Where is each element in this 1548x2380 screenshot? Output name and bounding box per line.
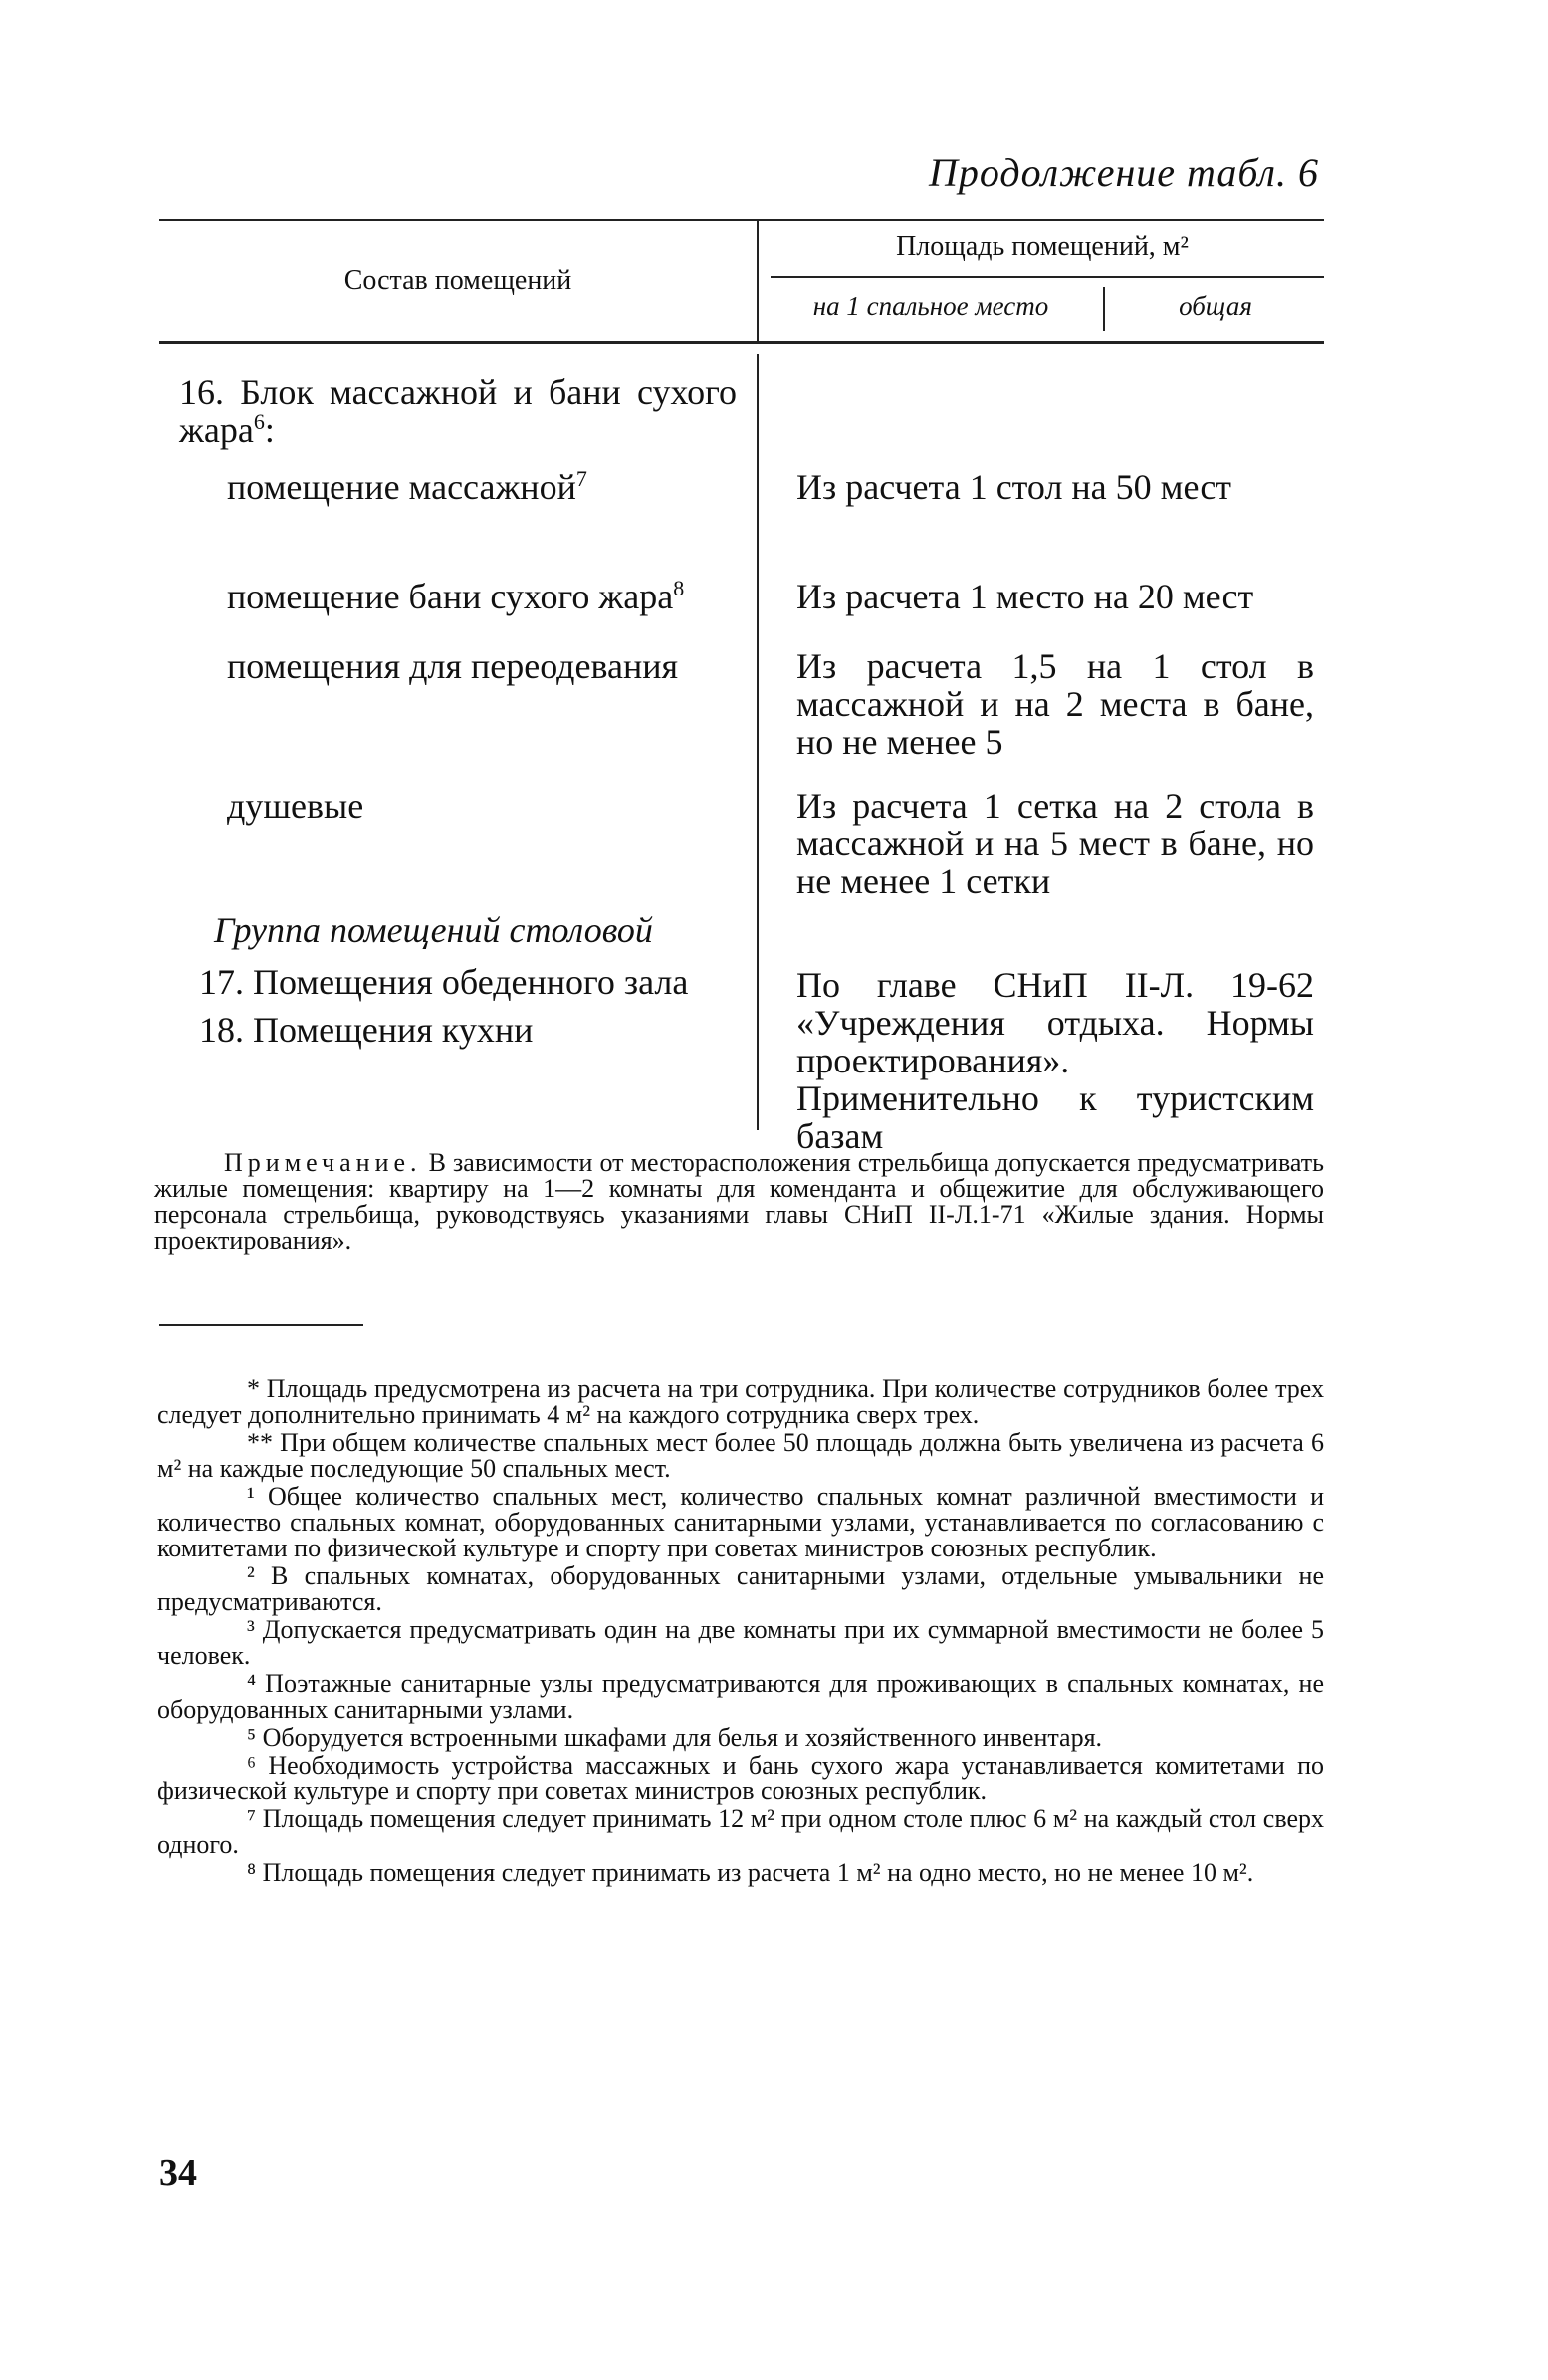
footnote-item: * Площадь предусмотрена из расчета на три сотрудника. При количестве сотрудников более трех следует дополнительно принимать 4 м² на каждого сотрудника сверх трех. — [157, 1374, 1324, 1429]
header-composition: Состав помещений — [343, 265, 572, 296]
row-showers-value: Из расчета 1 сетка на 2 стола в массажной и на 5 мест в бане, но не менее 1 сетки — [796, 786, 1314, 901]
table-body — [159, 344, 1324, 1156]
footnote-item: ⁶ Необходимость устройства массажных и бань сухого жара устанавливается комитетами по физической культуре и спорту при советах министров союзных республик. — [157, 1751, 1324, 1805]
header-per-bed: на 1 спальное место — [812, 291, 1049, 321]
footnote-item: ³ Допускается предусматривать один на две комнаты при их суммарной вместимости не более 5 человек. — [157, 1615, 1324, 1670]
footnote-item: ⁷ Площадь помещения следует принимать 12 м² при одном столе плюс 6 м² на каждый стол сверх одного. — [157, 1804, 1324, 1859]
page-number: 34 — [159, 2152, 197, 2194]
footnotes — [157, 1376, 1324, 1888]
footnote-rule — [159, 1324, 363, 1326]
table — [159, 219, 1324, 1156]
note-label: Примечание. — [224, 1148, 422, 1177]
footnote-item: ⁵ Оборудуется встроенными шкафами для белья и хозяйственного инвентаря. — [247, 1723, 1103, 1752]
row-changing-rooms: помещения для переодевания — [227, 646, 679, 686]
note-text: В зависимости от месторасположения стрельбища допускается предусматривать жилые помещения: квартиру на 1—2 комнаты для коменданта и общежитие для обслуживающего персонала стрельбища, руководствуясь указаниями главы СНиП II-Л.1-71 «Жилые здания. Нормы проектирования». — [154, 1148, 1324, 1255]
footnote-item: ⁸ Площадь помещения следует принимать из расчета 1 м² на одно место, но не менее 10 м². — [247, 1858, 1254, 1887]
row-massage-room-value: Из расчета 1 стол на 50 мест — [796, 467, 1232, 507]
row-18: 18. Помещения кухни — [199, 1010, 534, 1050]
continuation-title: Продолжение табл. 6 — [928, 150, 1319, 195]
row-sauna-room: помещение бани сухого жара$^8$ — [227, 576, 685, 616]
row-17-18-value: По главе СНиП II-Л. 19-62 «Учреждения отдыха. Нормы проектирования». Применительно к туристским базам — [796, 965, 1314, 1156]
table-note — [154, 1150, 1324, 1254]
row-massage-room: помещение массажной$^7$ — [227, 466, 587, 507]
body-divider — [757, 354, 759, 1130]
header-area: Площадь помещений, м² — [896, 231, 1189, 262]
row-17: 17. Помещения обеденного зала — [199, 962, 689, 1002]
header-total: общая — [1179, 291, 1252, 321]
header-sub-divider — [1103, 287, 1105, 331]
row-16-title: 16. Блок массажной и бани сухого жара$^6$: — [179, 372, 737, 450]
footnote-item: ** При общем количестве спальных мест более 50 площадь должна быть увеличена из расчета 6 м² на каждые последующие 50 спальных мест. — [157, 1428, 1324, 1483]
table-header — [159, 219, 1324, 344]
header-divider — [757, 221, 759, 341]
row-changing-rooms-value: Из расчета 1,5 на 1 стол в массажной и на 2 места в бане, но не менее 5 — [796, 646, 1314, 762]
footnote-item: ¹ Общее количество спальных мест, количество спальных комнат различной вместимости и количество спальных комнат, оборудованных санитарными узлами, устанавливается по согласованию с комитетами по физической культуре и спорту при советах министров союзных республик. — [157, 1482, 1324, 1562]
row-canteen-group: Группа помещений столовой — [214, 910, 653, 950]
row-sauna-room-value: Из расчета 1 место на 20 мест — [796, 577, 1254, 616]
footnote-item: ² В спальных комнатах, оборудованных санитарными узлами, отдельные умывальники не предусматриваются. — [157, 1561, 1324, 1616]
footnote-item: ⁴ Поэтажные санитарные узлы предусматриваются для проживающих в спальных комнатах, не оборудованных санитарными узлами. — [157, 1669, 1324, 1724]
row-showers: душевые — [227, 786, 364, 826]
header-sub-rule — [771, 276, 1324, 278]
